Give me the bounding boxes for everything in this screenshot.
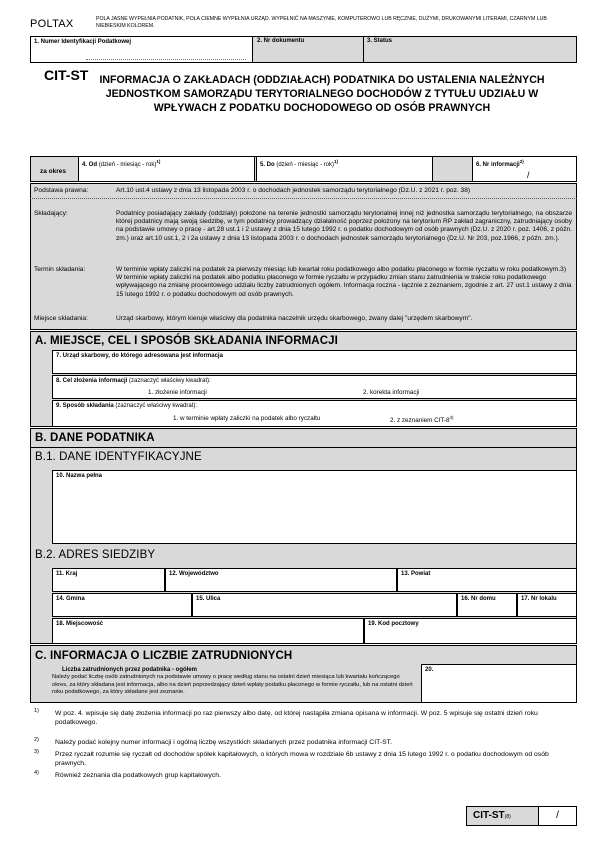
employees-description: Należy podać liczbę osób zatrudnionych na podstawie umowy o pracę według stanu na ostatni dzień miesiąca lub kwartału kończącego okres, za który składana jest informacja, albo na dzień poprzedzający dzień wpłaty podatku płaconego w formie ryczałtu, lub na ostatni dzień roku podatkowego, za który składane jest zeznanie. [52, 674, 413, 696]
full-name-field[interactable] [52, 470, 577, 544]
nip-field[interactable] [30, 36, 253, 63]
footnote-2-number: 2) [34, 737, 39, 743]
section-b-title: B. DANE PODATNIKA [35, 432, 155, 444]
purpose-option-1[interactable]: 1. złożenie informacji [148, 389, 207, 396]
filing-method-label: 9. Sposób składania [56, 403, 114, 409]
filing-option-2[interactable]: 2. z zeznaniem CIT-8$^{4)}$ [390, 415, 454, 425]
page-number-field[interactable] [538, 806, 577, 826]
voivodeship-field[interactable]: 12. Województwo [165, 568, 397, 592]
filer-text: Podatnicy posiadający zakłady (oddziały) położone na terenie jednostki samorządu terytorialnej innej niż jednostka samorządu terytorialnego, na obszarze której podatnicy mają swoją siedzibę, w tym podatnicy prowadzący działalność poprzez położony na terytorium RP zakład zagraniczny, zatrudniający osoby na podstawie umowy o pracę - art.28 ust.1 i 2 ustawy z dnia 15 lutego 1992 r. o podatku dochodowym od osób prawnych (Dz.U. z 2020 r. poz. 1406, z późn. zm.) oraz art.10 ust.1, 2 i 2a ustawy z dnia 13 listopada 2003 r. o dochodach jednostek samorządu terytorialnego (Dz.U. Nr 203, poz.1966, z późn. zm.). [116, 210, 572, 242]
legal-basis-text: Art.10 ust.4 ustawy z dnia 13 listopada 2003 r. o dochodach jednostek samorządu terytorialnego (Dz.U. z 2021 r. poz. 38) [116, 187, 471, 194]
purpose-label: 8. Cel złożenia informacji [56, 378, 128, 384]
footnote-1-number: 1) [34, 708, 39, 714]
footnote-4-number: 4) [34, 770, 39, 776]
period-to-field[interactable]: 5. Do (dzień - miesiąc - rok)$^{1)}$ [256, 156, 433, 182]
footnote-3-number: 3) [34, 749, 39, 755]
commune-field[interactable]: 14. Gmina [52, 593, 192, 617]
period-label: za okres [40, 168, 67, 175]
county-field[interactable]: 13. Powiat [397, 568, 577, 592]
purpose-field: 8. Cel złożenia informacji (zaznaczyć właściwy kwadrat): 1. złożenie informacji 2. korekta informacji [52, 375, 577, 399]
full-name-label: 10. Nazwa pełna [56, 473, 103, 479]
document-number-label: 2. Nr dokumentu [257, 38, 305, 44]
footnote-4-text: Również zeznania dla podatkowych grup kapitałowych. [55, 772, 221, 779]
legal-info-block [30, 183, 577, 330]
employees-count-field[interactable]: 20. [421, 664, 577, 703]
tax-office-field[interactable] [52, 350, 577, 374]
deadline-text: W terminie wpłaty zaliczki na podatek za pierwszy miesiąc lub kwartał roku podatkowego albo podatku płaconego w formie ryczałtu w roku podatkowym.3) W terminie wpłaty zaliczki na podatek albo podatku płaconego w formie ryczałtu w przypadku zmian stanu zatrudnienia w trakcie roku podatkowego wpływającego na zmianę procentowego udziału liczby zatrudnionych ogółem. Informacja roczna - łącznie z zeznaniem, zgodnie z art. 27 ust.1 ustawy z dnia 15 lutego 1992 r. o podatku dochodowym od osób prawnych. [116, 266, 572, 298]
country-field[interactable]: 11. Kraj [52, 568, 165, 592]
footnote-1-text: W poz. 4. wpisuje się datę złożenia informacji po raz pierwszy albo datę, od której nastąpiła zmiana opisana w informacji. W poz. 5 wpisuje się ostatni dzień roku podatkowego. [55, 710, 538, 726]
section-a-title: A. MIEJSCE, CEL I SPOSÓB SKŁADANIA INFORMACJI [35, 335, 338, 347]
house-number-field[interactable]: 16. Nr domu [457, 593, 517, 617]
legal-basis-label: Podstawa prawna: [34, 187, 89, 194]
footnote-2-text: Należy podać kolejny numer informacji i ogólną liczbę wszystkich składanych przez podatnika informacji CIT-ST. [55, 739, 392, 746]
from-label: 4. Od [82, 162, 98, 168]
postal-code-field[interactable]: 19. Kod pocztowy [364, 618, 577, 644]
nip-label: 1. Numer Identyfikacji Podatkowej [34, 39, 132, 45]
footnote-3-text: Przez ryczałt rozumie się ryczałt od dochodów spółek kapitałowych, o których mowa w rozdziale 6b ustawy z dnia 15 lutego 1992 r. o podatku dochodowym od osób prawnych. [55, 751, 549, 767]
info-number-field[interactable]: 6. Nr informacji$^{2)}$ / [472, 156, 577, 182]
form-code: CIT-ST [44, 67, 89, 83]
nip-ticks [86, 57, 246, 60]
status-label: 3. Status [367, 38, 393, 44]
section-b1-title: B.1. DANE IDENTYFIKACYJNE [35, 451, 202, 463]
street-field[interactable]: 15. Ulica [192, 593, 457, 617]
filing-method-field: 9. Sposób składania (zaznaczyć właściwy kwadrat): 1. w terminie wpłaty zaliczki na podatek albo ryczałtu 2. z zeznaniem CIT-8$^{4)}$ [52, 400, 577, 427]
info-slash: / [527, 170, 530, 180]
form-instructions: POLA JASNE WYPEŁNIA PODATNIK, POLA CIEMNE WYPEŁNIA URZĄD. WYPEŁNIĆ NA MASZYNIE, KOMPUTEROWO LUB RĘCZNIE, DUŻYMI, DRUKOWANYMI LITERAMI, CZARNYM LUB NIEBIESKIM KOLOREM. [96, 16, 547, 29]
tax-office-label: 7. Urząd skarbowy, do którego adresowana jest informacja [56, 353, 223, 359]
employees-label: Liczba zatrudnionych przez podatnika - ogółem [62, 667, 198, 673]
poltax-logo [30, 14, 85, 28]
deadline-label: Termin składania: [34, 266, 86, 273]
logo-text: POLTAX [30, 18, 74, 30]
place-text: Urząd skarbowy, którym kieruje właściwy dla podatnika naczelnik urzędu skarbowego, zwany dalej "urzędem skarbowym". [116, 315, 473, 322]
place-label: Miejsce składania: [34, 315, 88, 322]
form-title: INFORMACJA O ZAKŁADACH (ODDZIAŁACH) PODATNIKA DO USTALENIA NALEŻNYCH JEDNOSTKOM SAMORZĄDU TERYTORIALNEGO DOCHODÓW Z TYTUŁU UDZIAŁU W WPŁYWACH Z PODATKU DOCHODOWEGO OD OSÓB PRAWNYCH [99, 74, 545, 114]
section-b2-title: B.2. ADRES SIEDZIBY [35, 549, 156, 561]
filing-option-1[interactable]: 1. w terminie wpłaty zaliczki na podatek albo ryczałtu [173, 415, 321, 422]
apartment-number-field[interactable]: 17. Nr lokalu [517, 593, 577, 617]
filer-label: Składający: [34, 210, 68, 217]
period-from-field[interactable]: 4. Od (dzień - miesiąc - rok)$^{1)}$ [78, 156, 255, 182]
page-slash: / [556, 810, 559, 821]
info-number-label: 6. Nr informacji [476, 162, 520, 168]
city-field[interactable]: 18. Miejscowość [52, 618, 364, 644]
to-label: 5. Do [260, 162, 275, 168]
section-c-title: C. INFORMACJA O LICZBIE ZATRUDNIONYCH [35, 650, 293, 662]
footer-code: CIT-ST(8) [473, 810, 511, 821]
purpose-option-2[interactable]: 2. korekta informacji [363, 389, 420, 396]
